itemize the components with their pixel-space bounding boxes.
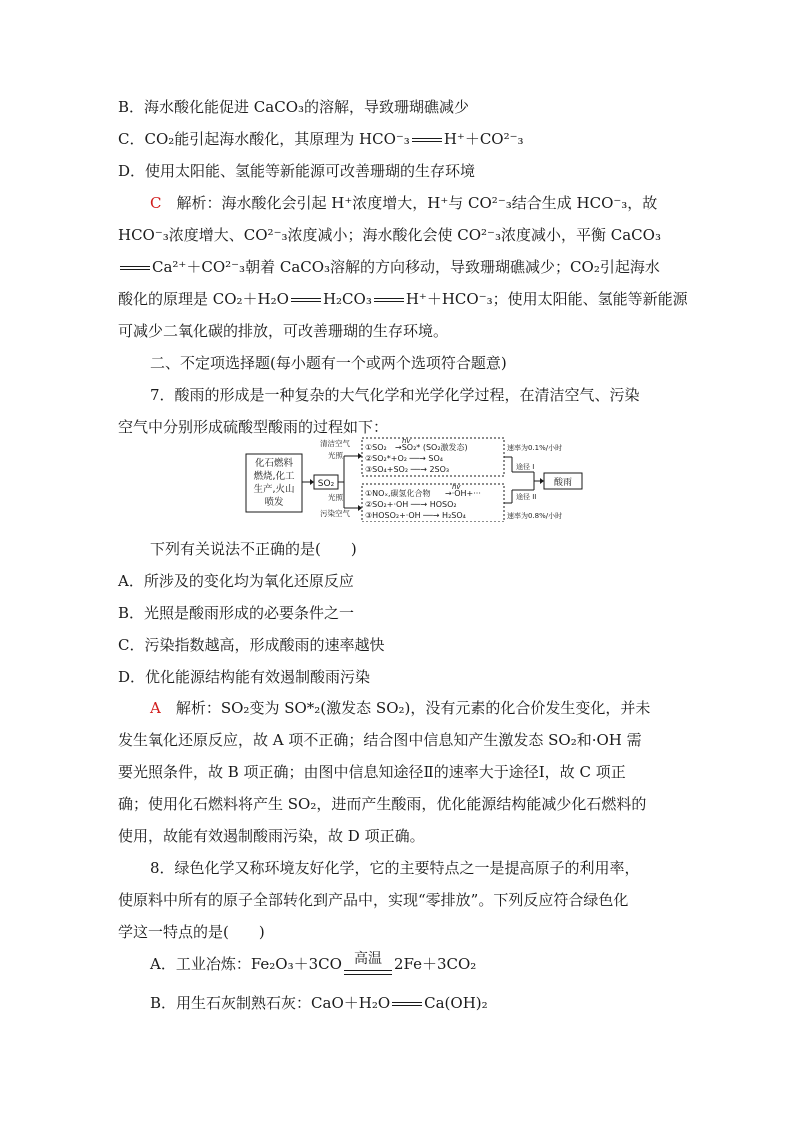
equals-sign	[392, 1002, 422, 1006]
q8-option-a	[150, 952, 476, 978]
option-6d: D．使用太阳能、氢能等新能源可改善珊瑚的生存环境	[118, 162, 476, 180]
polluted-air-label: 污染空气	[320, 509, 350, 518]
route-label-1: 途径 I	[516, 463, 535, 471]
section-heading: 二、不定项选择题(每小题有一个或两个选项符合题意)	[150, 354, 507, 372]
source-text-2: 燃烧,化工	[253, 471, 295, 482]
reaction-condition: 高温	[353, 951, 382, 967]
line-6-exp1	[150, 192, 657, 214]
rate-label-2: 速率为0.8%/小时	[507, 512, 563, 520]
line-6b	[118, 96, 469, 118]
so2-label: SO₂	[317, 479, 335, 489]
section-title	[150, 352, 507, 374]
bottom-step-1b: →·OH+···	[445, 489, 481, 498]
explanation-7-4: 确；使用化石燃料将产生 SO₂，进而产生酸雨，优化能源结构能减少化石燃料的	[118, 795, 647, 813]
top-step-3: ③SO₄+SO₂ ──→ 2SO₃	[365, 465, 450, 474]
explanation-6-4b: H₂CO₃	[322, 290, 372, 308]
clean-air-label: 清洁空气	[320, 439, 350, 448]
explanation-6-2: HCO⁻₃浓度增大、CO²⁻₃浓度减小；海水酸化会使 CO²⁻₃浓度减小，平衡 CaCO₃	[118, 226, 661, 244]
explanation-6-5: 可减少二氧化碳的排放，可改善珊瑚的生存环境。	[118, 322, 449, 340]
acid-rain-diagram	[240, 436, 586, 522]
bottom-step-3: ③HOSO₂+·OH ──→ H₂SO₄	[365, 511, 466, 520]
q7-question-text: 下列有关说法不正确的是( )	[150, 540, 357, 558]
equilibrium-sign	[374, 298, 404, 302]
q8-stem-2	[118, 889, 628, 911]
q8-stem-1	[150, 857, 640, 879]
light-label-2: 光照	[328, 493, 343, 502]
bottom-step-2: ②SO₂+·OH ──→ HOSO₂	[365, 500, 457, 509]
source-text-1: 化石燃料	[254, 458, 294, 469]
q8-stem-text-3: 学这一特点的是( )	[118, 923, 265, 941]
line-6-exp5	[118, 320, 448, 342]
explanation-7-5: 使用，故能有效遏制酸雨污染，故 D 项正确。	[118, 827, 425, 845]
answer-7: A	[150, 699, 161, 717]
option-6c-left: C．CO₂能引起海水酸化，其原理为 HCO⁻₃	[118, 130, 410, 148]
q7-exp-1	[150, 697, 650, 719]
q7-option-c-text: C．污染指数越高，形成酸雨的速率越快	[118, 636, 385, 654]
line-6-exp2	[118, 224, 661, 246]
q8-option-a-right: 2Fe＋3CO₂	[393, 955, 477, 973]
route-label-2: 途径 II	[516, 493, 537, 501]
q7-question	[150, 538, 357, 560]
q7-exp-3	[118, 761, 626, 783]
source-text-3: 生产,火山	[253, 484, 295, 495]
q7-option-b	[118, 602, 354, 624]
line-6c	[118, 128, 524, 150]
equilibrium-sign	[120, 266, 150, 270]
q8-stem-text-2: 使原料中所有的原子全部转化到产品中，实现“零排放”。下列反应符合绿色化	[118, 891, 629, 909]
rate-label-1: 速率为0.1%/小时	[507, 444, 563, 452]
bottom-step-1a: ①NOₓ,碳氢化合物	[365, 489, 431, 498]
line-6-exp4	[118, 288, 688, 310]
hv-label-2: hv	[452, 483, 461, 491]
q7-option-d	[118, 666, 370, 688]
top-step-1b: →SO₂* (SO₂激发态)	[395, 443, 468, 452]
explanation-6-4c: H⁺＋HCO⁻₃；使用太阳能、氢能等新能源	[405, 290, 688, 308]
source-text-4: 喷发	[264, 497, 284, 508]
q8-option-a-left: A．工业冶炼：Fe₂O₃＋3CO	[150, 955, 342, 973]
q7-exp-2	[118, 729, 642, 751]
q8-option-b-left: B．用生石灰制熟石灰：CaO＋H₂O	[150, 994, 391, 1012]
equilibrium-sign	[291, 298, 321, 302]
q7-stem-text-1: 7．酸雨的形成是一种复杂的大气化学和光学化学过程，在清洁空气、污染	[150, 386, 640, 404]
explanation-6-3: Ca²⁺＋CO²⁻₃朝着 CaCO₃溶解的方向移动，导致珊瑚礁减少；CO₂引起海水	[152, 258, 660, 276]
explanation-6-4a: 酸化的原理是 CO₂＋H₂O	[118, 290, 289, 308]
q7-option-a	[118, 570, 354, 592]
line-6d	[118, 160, 475, 182]
q7-option-d-text: D．优化能源结构能有效遏制酸雨污染	[118, 668, 371, 686]
q8-option-b-right: Ca(OH)₂	[424, 994, 488, 1012]
q7-exp-5	[118, 825, 425, 847]
explanation-7-3: 要光照条件，故 B 项正确；由图中信息知途径Ⅱ的速率大于途径Ⅰ，故 C 项正	[118, 763, 626, 781]
explanation-6-1: 解析：海水酸化会引起 H⁺浓度增大，H⁺与 CO²⁻₃结合生成 HCO⁻₃，故	[176, 194, 658, 212]
top-step-2: ②SO₂*+O₂ ──→ SO₄	[365, 454, 443, 463]
q8-stem-3	[118, 921, 265, 943]
q7-option-c	[118, 634, 384, 656]
top-step-1a: ①SO₂	[365, 443, 387, 452]
answer-6: C	[150, 194, 162, 212]
explanation-7-2: 发生氧化还原反应，故 A 项不正确；结合图中信息知产生激发态 SO₂和·OH 需	[118, 731, 642, 749]
q7-stem-2	[118, 416, 388, 438]
equilibrium-sign	[412, 138, 442, 142]
acid-rain-label: 酸雨	[553, 478, 573, 488]
explanation-7-1: 解析：SO₂变为 SO*₂(激发态 SO₂)，没有元素的化合价发生变化，并未	[175, 699, 651, 717]
q8-option-b	[150, 992, 488, 1014]
option-6c-right: H⁺＋CO²⁻₃	[443, 130, 524, 148]
q7-option-a-text: A．所涉及的变化均为氧化还原反应	[118, 572, 354, 590]
q7-stem-1	[150, 384, 640, 406]
reaction-condition-sign	[344, 952, 392, 978]
option-6b: B．海水酸化能促进 CaCO₃的溶解，导致珊瑚礁减少	[118, 98, 470, 116]
q8-stem-text-1: 8．绿色化学又称环境友好化学，它的主要特点之一是提高原子的利用率，	[150, 859, 640, 877]
q7-option-b-text: B．光照是酸雨形成的必要条件之一	[118, 604, 355, 622]
light-label-1: 光照	[328, 451, 343, 460]
q7-stem-text-2: 空气中分别形成硫酸型酸雨的过程如下：	[118, 418, 389, 436]
line-6-exp3	[118, 256, 660, 278]
q7-exp-4	[118, 793, 646, 815]
hv-label-1: hv	[402, 437, 411, 445]
